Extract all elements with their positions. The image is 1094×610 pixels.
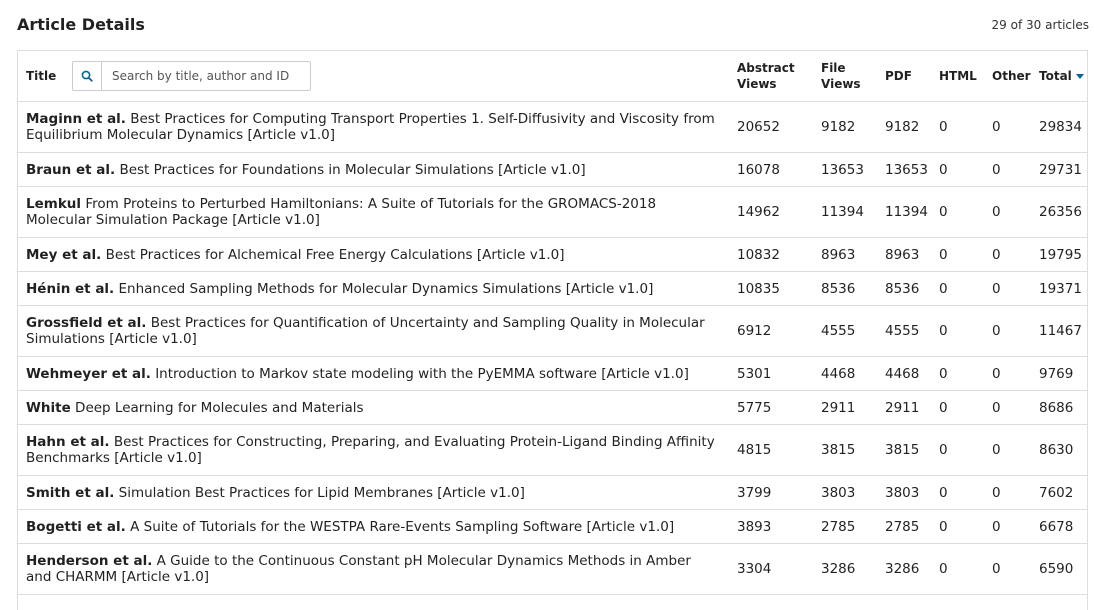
html-cell: 0 [939,306,992,357]
file-views-cell: 4468 [821,357,885,391]
abstract-views-cell: 4815 [737,425,821,476]
html-cell: 0 [939,153,992,187]
total-cell: 11467 [1039,306,1087,357]
pdf-cell: 13653 [885,153,939,187]
article-author: Hénin et al. [26,280,115,297]
other-cell: 0 [992,272,1039,306]
total-column-label: Total [1039,69,1072,83]
article-title-cell [18,306,737,357]
html-cell: 0 [939,544,992,595]
pdf-cell: 3803 [885,476,939,510]
file-views-cell: 2785 [821,510,885,544]
sort-descending-icon [1076,74,1084,79]
pdf-cell: 3286 [885,544,939,595]
table-row[interactable] [18,187,1087,238]
article-author: White [26,399,71,416]
page-title: Article Details [17,15,145,34]
table-row[interactable] [18,425,1087,476]
article-author: Hahn et al. [26,434,110,450]
column-header-title [18,51,737,102]
abstract-views-cell: 5301 [737,357,821,391]
column-header-abstract-views[interactable]: Abstract Views [737,51,821,102]
article-title-cell [18,102,737,153]
file-views-cell: 3286 [821,544,885,595]
article-details-panel [17,50,1088,610]
abstract-views-cell: 20652 [737,102,821,153]
abstract-views-cell: 10835 [737,272,821,306]
article-title: A Suite of Tutorials for the WESTPA Rare-Events Sampling Software [Article v1.0] [130,518,675,535]
pdf-cell: 4555 [885,306,939,357]
column-header-other[interactable]: Other [992,51,1039,102]
article-author: Henderson et al. [26,553,153,569]
search-input[interactable] [102,62,310,90]
file-views-cell: 13653 [821,153,885,187]
other-cell: 0 [992,510,1039,544]
pdf-cell: 8963 [885,238,939,272]
article-title: Best Practices for Foundations in Molecular Simulations [Article v1.0] [119,161,586,178]
total-cell: 7602 [1039,476,1087,510]
other-cell: 0 [992,357,1039,391]
file-views-cell: 4555 [821,306,885,357]
table-row[interactable] [18,102,1087,153]
other-cell: 0 [992,476,1039,510]
html-cell: 0 [939,425,992,476]
abstract-views-cell: 6912 [737,306,821,357]
article-author: Smith et al. [26,484,115,501]
other-cell: 0 [992,102,1039,153]
search-icon[interactable] [73,62,102,90]
column-header-pdf[interactable]: PDF [885,51,939,102]
html-cell: 0 [939,357,992,391]
abstract-views-cell: 3304 [737,544,821,595]
table-header-row [18,51,1087,102]
article-title: Enhanced Sampling Methods for Molecular Dynamics Simulations [Article v1.0] [118,280,654,297]
table-row[interactable] [18,153,1087,187]
other-cell: 0 [992,391,1039,425]
article-title-cell [18,425,737,476]
article-title: Introduction to Markov state modeling with the PyEMMA software [Article v1.0] [155,365,689,382]
page-header [17,14,1089,38]
file-views-cell: 11394 [821,187,885,238]
html-cell: 0 [939,391,992,425]
total-cell: 6590 [1039,544,1087,595]
total-cell: 26356 [1039,187,1087,238]
article-author: Wehmeyer et al. [26,365,151,382]
html-cell: 0 [939,272,992,306]
table-row[interactable] [18,391,1087,425]
other-cell: 0 [992,238,1039,272]
html-cell: 0 [939,102,992,153]
article-title: From Proteins to Perturbed Hamiltonians: A Suite of Tutorials for the GROMACS-2018 Molecular Simulation Package [Article v1.0] [26,196,657,228]
other-cell: 0 [992,187,1039,238]
table-row[interactable] [18,476,1087,510]
article-author: Braun et al. [26,161,116,178]
abstract-views-cell: 3799 [737,476,821,510]
article-title-cell [18,510,737,544]
table-row[interactable] [18,238,1087,272]
pdf-cell: 3815 [885,425,939,476]
file-views-cell: 3803 [821,476,885,510]
html-cell: 0 [939,476,992,510]
table-row[interactable] [18,306,1087,357]
pdf-cell: 9182 [885,102,939,153]
column-header-html[interactable]: HTML [939,51,992,102]
total-cell: 19795 [1039,238,1087,272]
article-author: Lemkul [26,196,82,212]
article-count: 29 of 30 articles [991,18,1089,32]
article-title-cell [18,544,737,595]
pdf-cell: 11394 [885,187,939,238]
article-title: Best Practices for Constructing, Preparing, and Evaluating Protein-Ligand Binding Affinity Benchmarks [Article v1.0] [26,434,715,466]
total-cell: 29731 [1039,153,1087,187]
pdf-cell: 4468 [885,357,939,391]
total-cell: 9769 [1039,357,1087,391]
abstract-views-cell: 3893 [737,510,821,544]
article-title-cell [18,476,737,510]
article-title-cell [18,391,737,425]
other-cell: 0 [992,425,1039,476]
file-views-cell: 3815 [821,425,885,476]
pdf-cell: 2911 [885,391,939,425]
total-cell: 29834 [1039,102,1087,153]
article-title: Best Practices for Computing Transport Properties 1. Self-Diffusivity and Viscosity from Equilibrium Molecular Dynamics [Article v1.0] [26,111,715,143]
article-author: Maginn et al. [26,111,126,127]
abstract-views-cell: 10832 [737,238,821,272]
article-title: Best Practices for Quantification of Uncertainty and Sampling Quality in Molecular Simulations [Article v1.0] [26,315,705,347]
abstract-views-cell: 5775 [737,391,821,425]
html-cell: 0 [939,187,992,238]
total-cell: 19371 [1039,272,1087,306]
article-title-cell [18,238,737,272]
file-views-cell: 2911 [821,391,885,425]
search-box [72,61,311,91]
pdf-cell: 8536 [885,272,939,306]
table-row[interactable] [18,510,1087,544]
html-cell: 0 [939,510,992,544]
column-header-total[interactable] [1039,51,1087,102]
title-column-label: Title [26,69,57,83]
article-table [18,51,1087,595]
total-cell: 8686 [1039,391,1087,425]
file-views-cell: 8536 [821,272,885,306]
article-title-cell [18,272,737,306]
table-row[interactable] [18,272,1087,306]
article-title-cell [18,357,737,391]
other-cell: 0 [992,544,1039,595]
table-row[interactable] [18,544,1087,595]
file-views-cell: 9182 [821,102,885,153]
article-title: Best Practices for Alchemical Free Energy Calculations [Article v1.0] [105,246,565,263]
total-cell: 6678 [1039,510,1087,544]
file-views-cell: 8963 [821,238,885,272]
table-row[interactable] [18,357,1087,391]
article-title: Simulation Best Practices for Lipid Membranes [Article v1.0] [118,484,525,501]
article-title-cell [18,153,737,187]
abstract-views-cell: 16078 [737,153,821,187]
pdf-cell: 2785 [885,510,939,544]
article-author: Mey et al. [26,246,102,263]
html-cell: 0 [939,238,992,272]
other-cell: 0 [992,306,1039,357]
abstract-views-cell: 14962 [737,187,821,238]
article-title: Deep Learning for Molecules and Materials [75,399,364,416]
total-cell: 8630 [1039,425,1087,476]
article-author: Grossfield et al. [26,315,147,331]
other-cell: 0 [992,153,1039,187]
article-author: Bogetti et al. [26,518,126,535]
column-header-file-views[interactable]: File Views [821,51,885,102]
article-title-cell [18,187,737,238]
article-title: A Guide to the Continuous Constant pH Molecular Dynamics Methods in Amber and CHARMM [Article v1.0] [26,553,691,585]
